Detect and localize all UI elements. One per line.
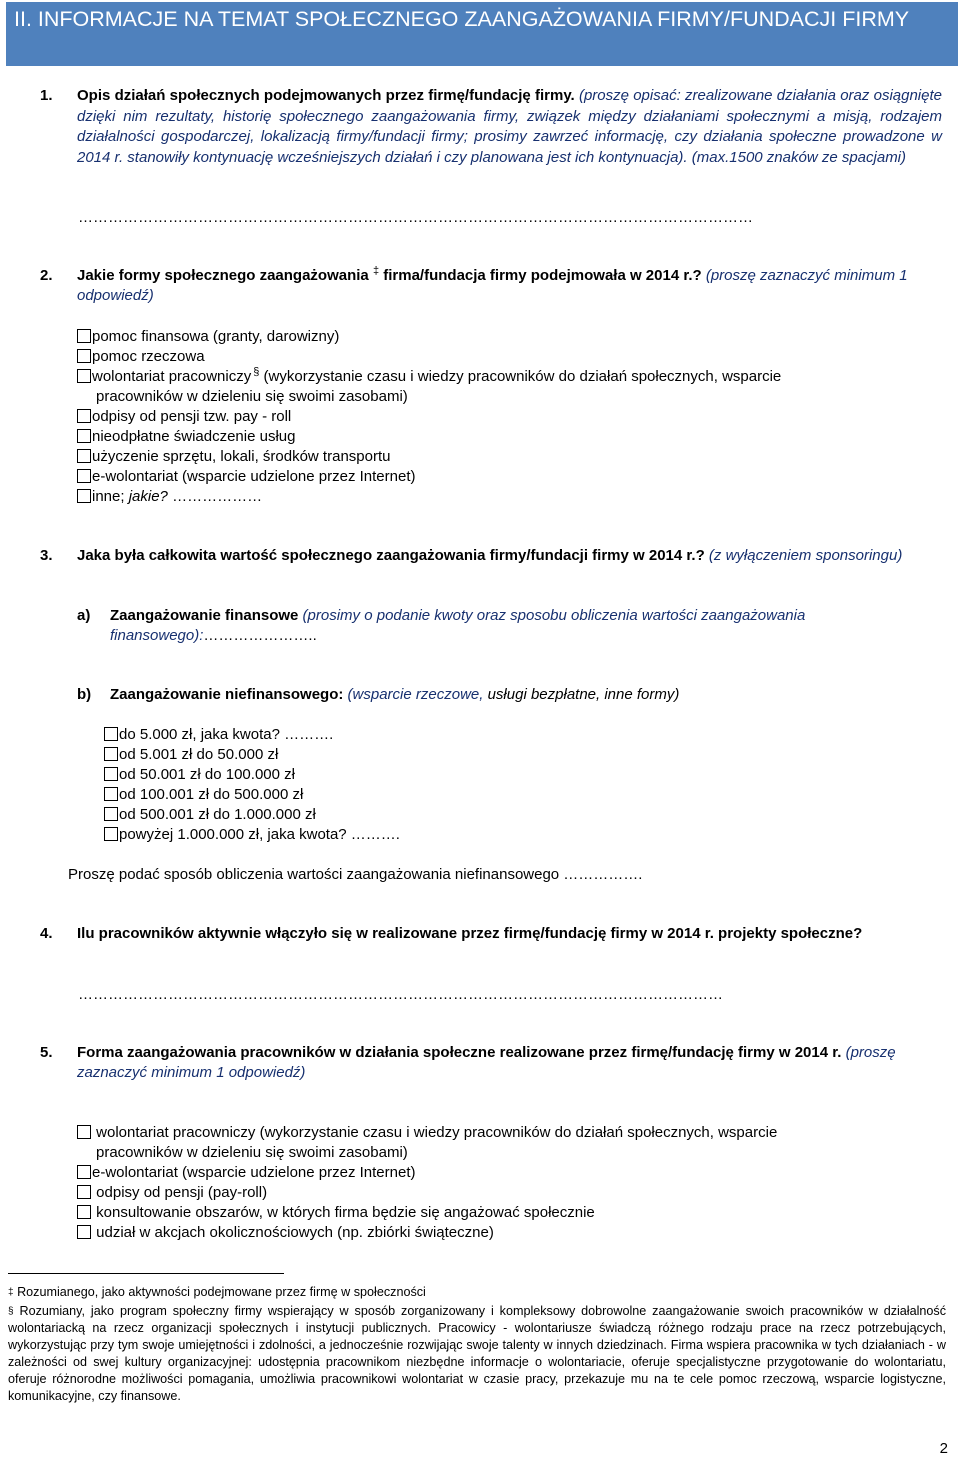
checkbox[interactable] [104,747,118,761]
checkbox[interactable] [77,369,91,383]
q3a-label: a) [77,607,91,624]
question-3 [40,546,942,566]
checkbox[interactable] [77,1225,91,1239]
checkbox[interactable] [104,767,118,781]
checkbox[interactable] [104,827,118,841]
footnote-separator [8,1273,284,1274]
question-title: Forma zaangażowania pracowników w działania społeczne realizowane przez firmę/fundację firmy w 2014 r. [77,1044,842,1061]
question-title: Jaka była całkowita wartość społecznego zaangażowania firmy/fundacji firmy w 2014 r.? [77,547,705,564]
question-number: 5. [40,1044,53,1061]
checkbox[interactable] [77,1125,91,1139]
answer-line-q1[interactable]: ……………………………………………………………………………………………………………………… [78,209,753,226]
option-item[interactable]: użyczenie sprzętu, lokali, środków transportu [77,447,390,467]
question-4 [40,924,942,944]
section-header [6,2,958,66]
option-item[interactable]: e-wolontariat (wsparcie udzielone przez Internet) [77,467,416,487]
question-number: 1. [40,87,53,104]
option-item[interactable]: od 500.001 zł do 1.000.000 zł [104,805,316,825]
option-item[interactable]: od 100.001 zł do 500.000 zł [104,785,303,805]
footnote-marker: ‡ [372,265,380,277]
option-item[interactable]: pomoc rzeczowa [77,347,205,367]
option-item[interactable]: pomoc finansowa (granty, darowizny) [77,327,339,347]
checkbox[interactable] [77,1165,91,1179]
option-item[interactable]: odpisy od pensji tzw. pay - roll [77,407,291,427]
question-1 [40,86,942,168]
option-item[interactable]: od 5.001 zł do 50.000 zł [104,745,278,765]
question-instruction: (proszę opisać: zrealizowane działania oraz osiągnięte dzięki nim rezultaty, historię społecznego zaangażowania firmy, związek między działaniami społecznymi a misją, rodzajem działalności gospodarczej, lokalizacją firmy/fundacji firmy; prosimy zawrzeć informację, czy działania społeczne prowadzone w 2014 r. stanowiły kontynuację wcześniejszych działań i czy planowana jest ich kontynuacja). (max.1500 znaków ze spacjami) [77,87,942,166]
page-number: 2 [939,1440,948,1457]
answer-line-q4[interactable]: ………………………………………………………………………………………………………………… [78,986,723,1003]
checkbox[interactable] [77,1205,91,1219]
question-title-b: firma/fundacja firmy podejmowała w 2014 r.? [383,267,702,284]
checkbox[interactable] [104,727,118,741]
section-title: II. INFORMACJE NA TEMAT SPOŁECZNEGO ZAANGAŻOWANIA FIRMY/FUNDACJI FIRMY [14,7,910,31]
checkbox[interactable] [77,349,91,363]
question-5 [40,1043,942,1083]
question-instruction: (proszę zaznaczyć minimum 1 odpowiedź) [77,267,908,304]
option-item[interactable]: wolontariat pracowniczy (wykorzystanie czasu i wiedzy pracowników do działań społecznych, wsparcie pracowników w dzieleniu się swoimi zasobami) [77,1123,937,1163]
option-item[interactable]: do 5.000 zł, jaka kwota? ………. [104,725,333,745]
answer-line[interactable]: ……………… [172,488,263,505]
question-number: 3. [40,547,53,564]
checkbox[interactable] [77,329,91,343]
option-item[interactable]: udział w akcjach okolicznościowych (np. zbiórki świąteczne) [77,1223,494,1243]
q3a-text: Zaangażowanie finansowe (prosimy o podanie kwoty oraz sposobu obliczenia wartości zaangażowania finansowego):………………….. [110,607,806,644]
option-item[interactable]: konsultowanie obszarów, w których firma będzie się angażować społecznie [77,1203,595,1223]
option-item[interactable]: e-wolontariat (wsparcie udzielone przez Internet) [77,1163,416,1183]
checkbox[interactable] [104,807,118,821]
checkbox[interactable] [77,1185,91,1199]
question-2 [40,266,942,306]
question-number: 2. [40,267,53,284]
footnote-1: ‡ Rozumianego, jako aktywności podejmowane przez firmę w społeczności [8,1285,426,1299]
option-item[interactable]: od 50.001 zł do 100.000 zł [104,765,295,785]
question-instruction: (z wyłączeniem sponsoringu) [708,547,903,564]
q3-method: Proszę podać sposób obliczenia wartości zaangażowania niefinansowego ……………. [68,866,643,883]
answer-line[interactable]: ………………….. [203,627,317,644]
question-number: 4. [40,925,53,942]
footnote-marker: § [253,366,260,378]
q3b-label: b) [77,686,92,703]
q3b-text: Zaangażowanie niefinansowego: (wsparcie rzeczowe, usługi bezpłatne, inne formy) [110,686,680,703]
footnote-2: § Rozumiany, jako program społeczny firmy wspierający w sposób zorganizowany i kompleksowy dobrowolne zaangażowanie swoich pracowników w działalność wolontariacką na rzecz organizacji społecznych i instytucji publicznych. Pracowicy - wolontariusze świadczą różnego rodzaju prace na rzecz potrzebujących, wykorzystując przy tym swoje umiejętności i zdolności, a jednocześnie rozwijając swoje talenty w innych dziedzinach. Firma wspiera pracownika w tych działaniach - w zależności od swej kultury organizacyjnej: udostępnia pracownikom niezbędne informacje o wolontariacie, oferuje specjalistyczne przygotowanie do wolontariatu, oferuje różnorodne możliwości pomagania, umożliwia pracownikowi wolontariat w czasie pracy, przekazuje mu na te cele pomoc rzeczową, wsparcie logistyczne, komunikacyjne, czy finansowe. [8,1304,946,1403]
checkbox[interactable] [104,787,118,801]
checkbox[interactable] [77,469,91,483]
option-item[interactable]: powyżej 1.000.000 zł, jaka kwota? ………. [104,825,400,845]
question-title-a: Jakie formy społecznego zaangażowania [77,267,369,284]
option-item[interactable]: inne; jakie? ……………… [77,487,262,507]
option-item[interactable]: nieodpłatne świadczenie usług [77,427,295,447]
checkbox[interactable] [77,449,91,463]
question-title: Ilu pracowników aktywnie włączyło się w realizowane przez firmę/fundację firmy w 2014 r. projekty społeczne? [77,925,863,942]
checkbox[interactable] [77,429,91,443]
question-title: Opis działań społecznych podejmowanych przez firmę/fundację firmy. [77,87,575,104]
option-item[interactable]: odpisy od pensji (pay-roll) [77,1183,267,1203]
option-item[interactable]: wolontariat pracowniczy § (wykorzystanie czasu i wiedzy pracowników do działań społecznych, wsparcie pracowników w dzieleniu się swoimi zasobami) [77,367,937,407]
question-instruction: (proszę zaznaczyć minimum 1 odpowiedź) [77,1044,896,1081]
checkbox[interactable] [77,489,91,503]
checkbox[interactable] [77,409,91,423]
